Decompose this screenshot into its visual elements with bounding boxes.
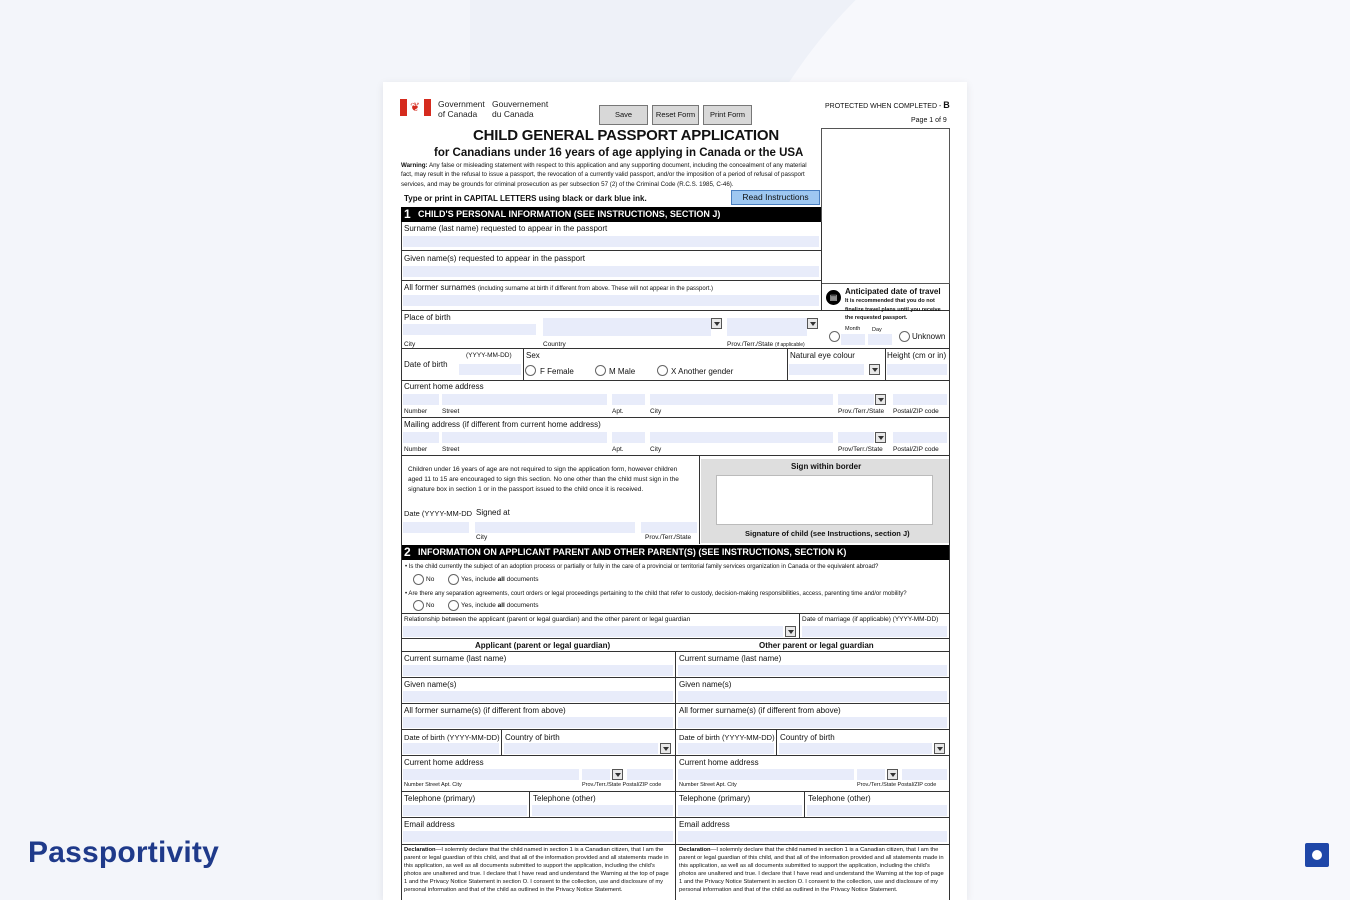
divider [523, 348, 524, 380]
calendar-icon: ▤ [826, 290, 841, 305]
surname-label: Surname (last name) requested to appear in the passport [404, 224, 608, 233]
eye-colour-select[interactable] [789, 364, 864, 375]
mail-street-caption: Street [442, 446, 460, 453]
yes-text: Yes, include [461, 576, 498, 583]
child-signature-note: Children under 16 years of age are not required to sign the application form, however children aged 11 to 15 are encouraged to sign this section. No one other than the child must sign in the signature box in section 1 or in the passport issued to the child once it is received. [408, 466, 679, 493]
sex-x-label: X Another gender [671, 367, 734, 376]
other-address-input[interactable] [678, 769, 854, 780]
addr-city-caption: City [650, 408, 662, 415]
divider [401, 455, 950, 456]
divider [699, 455, 700, 544]
frame-left [401, 222, 402, 900]
divider [401, 677, 950, 678]
chevron-down-icon[interactable] [875, 432, 886, 443]
sex-male-radio[interactable] [595, 365, 606, 376]
save-button[interactable]: Save [599, 105, 648, 125]
applicant-address-label: Current home address [404, 758, 484, 767]
other-prov-caption: Prov./Terr./State Postal/ZIP code [857, 782, 937, 788]
addr-street-caption: Street [442, 408, 460, 415]
travel-month-caption: Month [845, 326, 861, 332]
yes-bold: all [497, 576, 505, 583]
divider [501, 729, 502, 755]
gov-fr-line2: du Canada [492, 109, 534, 119]
signed-at-city-input[interactable] [475, 522, 635, 533]
sign-date-input[interactable] [403, 522, 469, 533]
former-surnames-input[interactable] [403, 295, 819, 306]
sex-x-radio[interactable] [657, 365, 668, 376]
other-postal-input[interactable] [902, 769, 947, 780]
addr-apt-caption: Apt. [612, 408, 624, 415]
other-prov-select[interactable] [857, 769, 885, 780]
mail-apt-caption: Apt. [612, 446, 624, 453]
gov-name-fr [492, 99, 548, 119]
divider [401, 755, 950, 756]
home-street-input[interactable] [442, 394, 607, 405]
other-former-label: All former surname(s) (if different from above) [679, 706, 841, 715]
applicant-former-input[interactable] [403, 717, 673, 728]
sex-female-radio[interactable] [525, 365, 536, 376]
marriage-date-label: Date of marriage (if applicable) (YYYY-MM-DD) [802, 616, 939, 623]
home-apt-input[interactable] [612, 394, 645, 405]
yes-bold: all [497, 602, 505, 609]
chevron-down-icon[interactable] [612, 769, 623, 780]
form-subtitle: for Canadians under 16 years of age applying in Canada or the USA [434, 147, 804, 159]
section-2-title: INFORMATION ON APPLICANT PARENT AND OTHER PARENT(S) (SEE INSTRUCTIONS, SECTION K) [418, 547, 847, 557]
question-custody: • Are there any separation agreements, court orders or legal proceedings pertaining to the child that refer to custody, decision-making responsibilities, access, parenting time and/or mobility? [405, 591, 907, 597]
warning-body: Any false or misleading statement with respect to this application and any supporting document, including the concealment of any material fact, may result in the refusal to issue a passport, the revocation of a currently valid passport, and/or the imposition of a period of refusal of passport services, and may be grounds for criminal prosecution as per subsection 57 (2) of the Criminal Code (R.C.S. 1985, C-46). [401, 162, 807, 188]
section-2-header [401, 545, 950, 560]
divider [776, 729, 777, 755]
declaration-text: —I solemnly declare that the child named in section 1 is a Canadian citizen, that I am the parent or legal guardian of this child, and that all of the information provided and all statements made in this application, as well as all documents submitted to support the application, including the child's photos are unaltered and true. I declare that I have read and understand the Warning at the top of page 1 and the Privacy Notice Statement in section O. I consent to the collection, use and disclosure of my personal information and that of the child as outlined in the Privacy Notice Statement. [404, 847, 669, 893]
applicant-tel-primary-input[interactable] [403, 805, 527, 816]
place-of-birth-label: Place of birth [404, 313, 451, 322]
gov-name-en [438, 99, 485, 119]
other-email-input[interactable] [678, 831, 947, 842]
applicant-postal-input[interactable] [627, 769, 673, 780]
height-input[interactable] [887, 364, 947, 375]
protected-label [825, 100, 950, 110]
travel-date-title: Anticipated date of travel [845, 287, 941, 296]
signed-at-city-caption: City [476, 534, 488, 541]
travel-date-radio[interactable] [829, 331, 840, 342]
declaration-label: Declaration [679, 847, 711, 853]
marriage-date-input[interactable] [802, 626, 947, 637]
adoption-no-radio[interactable] [413, 574, 424, 585]
mail-number-caption: Number [404, 446, 428, 453]
declaration-text: —I solemnly declare that the child named in section 1 is a Canadian citizen, that I am the parent or legal guardian of this child, and that all of the information provided and all statements made in this application, as well as all documents submitted to support the application, including the child's photos are unaltered and true. I declare that I have read and understand the Warning at the top of page 1 and the Privacy Notice Statement in section O. I consent to the collection, use and disclosure of my personal information and that of the child as outlined in the Privacy Notice Statement. [679, 847, 944, 893]
addr-prov-caption: Prov./Terr./State [838, 408, 885, 415]
mail-apt-input[interactable] [612, 432, 645, 443]
divider [804, 791, 805, 817]
signature-child-caption: Signature of child (see Instructions, section J) [745, 529, 910, 538]
birth-prov-select[interactable] [727, 318, 807, 336]
chevron-down-icon[interactable] [934, 743, 945, 754]
prov-caption-text: Prov./Terr./State [727, 341, 774, 348]
declaration-label: Declaration [404, 847, 436, 853]
other-tel-other-label: Telephone (other) [808, 794, 871, 803]
chevron-down-icon[interactable] [869, 364, 880, 375]
applicant-dob-input[interactable] [403, 743, 499, 754]
other-country-label: Country of birth [780, 733, 835, 742]
section-2-number: 2 [404, 545, 411, 559]
mail-city-input[interactable] [650, 432, 833, 443]
dob-label: Date of birth [404, 360, 448, 369]
applicant-surname-label: Current surname (last name) [404, 654, 507, 663]
sign-date-label: Date (YYYY-MM-DD [404, 509, 473, 518]
column-divider [675, 651, 676, 900]
divider [401, 703, 950, 704]
divider [401, 791, 950, 792]
relationship-select[interactable] [403, 626, 783, 637]
other-given-input[interactable] [678, 691, 947, 702]
chevron-down-icon[interactable] [875, 394, 886, 405]
brand-logo: Passportivity [28, 836, 220, 869]
travel-month-input[interactable] [841, 334, 865, 345]
divider [401, 613, 950, 614]
mail-city-caption: City [650, 446, 662, 453]
frame-mid [821, 222, 822, 310]
custody-yes-radio[interactable] [448, 600, 459, 611]
addr-postal-caption: Postal/ZIP code [893, 408, 939, 415]
protected-level: B [943, 100, 950, 110]
other-declaration [679, 846, 945, 894]
eye-colour-label: Natural eye colour [790, 351, 855, 360]
other-tel-other-input[interactable] [807, 805, 947, 816]
other-tel-primary-label: Telephone (primary) [679, 794, 751, 803]
surname-input[interactable] [403, 236, 819, 247]
chevron-down-icon[interactable] [660, 743, 671, 754]
other-country-select[interactable] [779, 743, 932, 754]
applicant-email-label: Email address [404, 820, 455, 829]
applicant-given-label: Given name(s) [404, 680, 457, 689]
other-address-label: Current home address [679, 758, 759, 767]
section-1-header [401, 207, 821, 222]
sex-male-label: M Male [609, 367, 636, 376]
birth-city-input[interactable] [403, 324, 536, 335]
other-tel-primary-input[interactable] [678, 805, 802, 816]
signed-at-prov-caption: Prov./Terr./State [645, 534, 692, 541]
birth-prov-caption [727, 341, 805, 348]
signed-at-prov-input[interactable] [641, 522, 697, 533]
applicant-prov-caption: Prov./Terr./State Postal/ZIP code [582, 782, 662, 788]
applicant-country-label: Country of birth [505, 733, 560, 742]
print-form-button[interactable]: Print Form [703, 105, 752, 125]
ink-instruction: Type or print in CAPITAL LETTERS using black or dark blue ink. [404, 194, 647, 203]
other-dob-input[interactable] [678, 743, 774, 754]
given-names-input[interactable] [403, 266, 819, 277]
addr-number-caption: Number [404, 408, 428, 415]
divider [401, 348, 950, 349]
divider [401, 729, 950, 730]
applicant-former-label: All former surname(s) (if different from above) [404, 706, 566, 715]
warning-label: Warning: [401, 162, 428, 169]
yes-end: documents [504, 576, 539, 583]
home-postal-input[interactable] [893, 394, 947, 405]
child-signature-box[interactable] [716, 475, 933, 525]
divider [401, 817, 950, 818]
other-dob-label: Date of birth (YYYY-MM-DD) [679, 733, 775, 742]
applicant-country-select[interactable] [504, 743, 658, 754]
custody-no-label: No [426, 602, 435, 609]
divider [529, 791, 530, 817]
applicant-column-title: Applicant (parent or legal guardian) [475, 641, 611, 650]
other-surname-label: Current surname (last name) [679, 654, 782, 663]
chevron-down-icon[interactable] [887, 769, 898, 780]
applicant-tel-other-input[interactable] [532, 805, 673, 816]
home-prov-select[interactable] [838, 394, 874, 405]
former-surnames-label [404, 283, 713, 292]
applicant-declaration [404, 846, 670, 894]
custody-yes-label [461, 602, 538, 609]
chat-widget-icon[interactable] [1305, 843, 1329, 867]
frame-right [949, 284, 950, 900]
applicant-address-caption: Number Street Apt. City [404, 782, 462, 788]
page-number: Page 1 of 9 [911, 117, 947, 124]
signed-at-label: Signed at [476, 508, 510, 517]
section-1-number: 1 [404, 207, 411, 221]
divider [799, 613, 800, 638]
mail-prov-caption: Prov/Terr./State [838, 446, 883, 453]
divider [401, 380, 950, 381]
mail-postal-caption: Postal/ZIP code [893, 446, 939, 453]
height-label: Height (cm or in) [887, 351, 947, 360]
travel-day-caption: Day [872, 327, 882, 333]
adoption-yes-radio[interactable] [448, 574, 459, 585]
custody-no-radio[interactable] [413, 600, 424, 611]
adoption-no-label: No [426, 576, 435, 583]
other-surname-input[interactable] [678, 665, 947, 676]
yes-end: documents [504, 602, 539, 609]
birth-country-select[interactable] [543, 318, 711, 336]
mailing-address-label: Mailing address (if different from current home address) [404, 420, 601, 429]
divider [401, 844, 950, 845]
dob-format: (YYYY-MM-DD) [466, 352, 512, 359]
divider [401, 250, 821, 251]
mail-number-input[interactable] [403, 432, 439, 443]
travel-note: It is recommended that you do not finalize travel plans until you receive the requested passport. [845, 298, 941, 321]
former-surnames-note: (including surname at birth if different from above. These will not appear in the passport.) [477, 286, 714, 292]
prov-caption-note: (if applicable) [774, 342, 805, 348]
mail-prov-select[interactable] [838, 432, 874, 443]
applicant-surname-input[interactable] [403, 665, 673, 676]
applicant-email-input[interactable] [403, 831, 673, 842]
read-instructions-button[interactable]: Read Instructions [731, 190, 820, 205]
form-title: CHILD GENERAL PASSPORT APPLICATION [473, 127, 779, 144]
gov-fr-line1: Gouvernement [492, 99, 549, 109]
home-number-input[interactable] [403, 394, 439, 405]
home-city-input[interactable] [650, 394, 833, 405]
divider [885, 348, 886, 380]
chevron-down-icon[interactable] [785, 626, 796, 637]
other-given-label: Given name(s) [679, 680, 732, 689]
chevron-down-icon[interactable] [807, 318, 818, 329]
photo-box [821, 128, 950, 284]
adoption-yes-label [461, 576, 538, 583]
sex-female-label: F Female [540, 367, 574, 376]
other-email-label: Email address [679, 820, 730, 829]
applicant-tel-primary-label: Telephone (primary) [404, 794, 476, 803]
divider [401, 280, 821, 281]
home-address-label: Current home address [404, 382, 484, 391]
former-surnames-text: All former surnames [404, 283, 476, 292]
given-names-label: Given name(s) requested to appear in the passport [404, 254, 585, 263]
gov-en-line2: of Canada [438, 109, 478, 119]
applicant-dob-label: Date of birth (YYYY-MM-DD) [404, 733, 500, 742]
applicant-prov-select[interactable] [582, 769, 610, 780]
dob-input[interactable] [459, 364, 521, 375]
sex-label: Sex [526, 351, 540, 360]
travel-day-input[interactable] [868, 334, 892, 345]
birth-city-caption: City [404, 341, 416, 348]
divider [787, 348, 788, 380]
protected-text: PROTECTED WHEN COMPLETED - [825, 103, 944, 110]
sign-within-border-label: Sign within border [791, 462, 862, 471]
divider [401, 417, 950, 418]
yes-text: Yes, include [461, 602, 498, 609]
warning-text [401, 161, 813, 189]
applicant-given-input[interactable] [403, 691, 673, 702]
reset-form-button[interactable]: Reset Form [652, 105, 699, 125]
travel-unknown-label: Unknown [912, 332, 946, 341]
section-1-title: CHILD'S PERSONAL INFORMATION (SEE INSTRUCTIONS, SECTION J) [418, 209, 721, 219]
travel-unknown-radio[interactable] [899, 331, 910, 342]
other-address-caption: Number Street Apt. City [679, 782, 737, 788]
chevron-down-icon[interactable] [711, 318, 722, 329]
applicant-tel-other-label: Telephone (other) [533, 794, 596, 803]
mail-street-input[interactable] [442, 432, 607, 443]
question-adoption: • Is the child currently the subject of an adoption process or partially or fully in the care of a provincial or territorial family services organization in Canada or the equivalent abroad? [405, 564, 879, 570]
divider [401, 638, 950, 639]
form-document [383, 82, 967, 900]
other-former-input[interactable] [678, 717, 947, 728]
other-parent-column-title: Other parent or legal guardian [759, 641, 874, 650]
birth-country-caption: Country [543, 341, 566, 348]
mail-postal-input[interactable] [893, 432, 947, 443]
relationship-label: Relationship between the applicant (parent or legal guardian) and the other parent or legal guardian [404, 616, 691, 623]
applicant-address-input[interactable] [403, 769, 579, 780]
gov-en-line1: Government [438, 99, 485, 109]
canada-flag-icon: ❦ [400, 99, 431, 116]
